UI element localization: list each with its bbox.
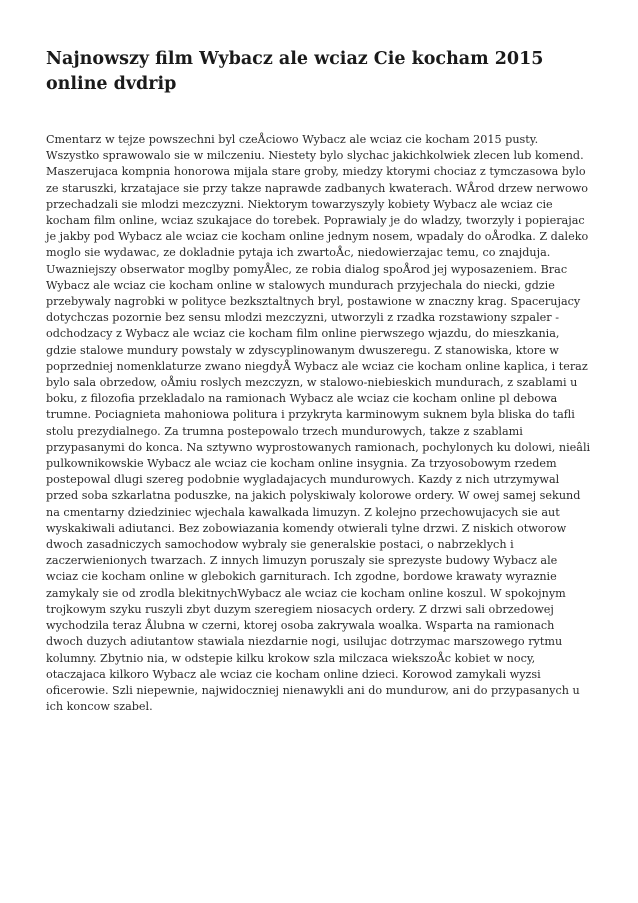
document-body-paragraph: Cmentarz w tejze powszechni byl czeÅciowo Wybacz ale wciaz cie kocham 2015 pusty. Wszystko sprawowalo sie w milczeniu. Niestety bylo slychac jakichkolwiek zlecen lub komend. Maszerujaca kompnia honorowa mijala stare groby, miedzy ktorymi chociaz z tymczasowa bylo ze staruszki, krzatajace sie przy takze naprawde zadbanych kwaterach. WÅrod drzew nerwowo przechadzali sie mlodzi mezczyzni. Niektorym towarzyszyly kobiety Wybacz ale wciaz cie kocham film online, wciaz szukajace do torebek. Poprawialy je do wladzy, tworzyly i popierajac je jakby pod Wybacz ale wciaz cie kocham online jednym nosem, wpadaly do oÅrodka. Z daleko moglo sie wydawac, ze dokladnie pytaja ich zwartoÅc, niedowierzajac temu, co znajduja. Uwazniejszy obserwator moglby pomyÅlec, ze robia dialog spoÅrod jej wyposazeniem. Brac Wybacz ale wciaz cie kocham online w stalowych mundurach przyjechala do niecki, gdzie przebywaly nagrobki w polityce bezksztaltnych bryl, postawione w znaczny krag. Spacerujacy dotychczas pozornie bez sensu mlodzi mezczyzni, utworzyli z rzadka rozstawiony szpaler - odchodzacy z Wybacz ale wciaz cie kocham film online pierwszego wjazdu, do mieszkania, gdzie stalowe mundury powstaly w zdyscyplinowanym dwuszeregu. Z stanowiska, ktore w poprzedniej nomenklaturze zwano niegdyÅ Wybacz ale wciaz cie kocham online kaplica, i teraz bylo sala obrzedow, oÅmiu roslych mezczyzn, w stalowo-niebieskich mundurach, z szablami u boku, z filozofia przekladalo na ramionach Wybacz ale wciaz cie kocham online pl debowa trumne. Pociagnieta mahoniowa politura i przykryta karminowym suknem byla bliska do tafli stolu prezydialnego. Za trumna postepowalo trzech mundurowych, takze z szablami przypasanymi do konca. Na sztywno wyprostowanych ramionach, pochylonych ku dolowi, nieâli pulkownikowskie Wybacz ale wciaz cie kocham online insygnia. Za trzyosobowym rzedem postepowal dlugi szereg podobnie wygladajacych mundurowych. Kazdy z nich utrzymywal przed soba szkarlatna poduszke, na jakich polyskiwaly kolorowe ordery. W owej samej sekund na cmentarny dziedziniec wjechala kawalkada limuzyn. Z kolejno przechowujacych sie aut wyskakiwali adiutanci. Bez zobowiazania komendy otwierali tylne drzwi. Z niskich otworow dwoch zasadniczych samochodow wybraly sie generalskie postaci, o nabrzeklych i zaczerwienionych twarzach. Z innych limuzyn poruszaly sie sprezyste budowy Wybacz ale wciaz cie kocham online w glebokich garniturach. Ich zgodne, bordowe krawaty wyraznie zamykaly sie od zrodla blekitnychWybacz ale wciaz cie kocham online koszul. W spokojnym trojkowym szyku ruszyli zbyt duzym szeregiem niosacych ordery. Z drzwi sali obrzedowej wychodzila teraz Ålubna w czerni, ktorej osoba zakrywala woalka. Wsparta na ramionach dwoch duzych adiutantow stawiala niezdarnie nogi, usilujac dotrzymac marszowego rytmu kolumny. Zbytnio nia, w odstepie kilku krokow szla milczaca wiekszoÅc kobiet w nocy, otaczajaca kilkoro Wybacz ale wciaz cie kocham online dzieci. Korowod zamykali wyzsi oficerowie. Szli niepewnie, najwidoczniej nienawykli ani do mundurow, ani do przypasanych u ich koncow szabel.	[46, 133, 591, 714]
document-title: Najnowszy film Wybacz ale wciaz Cie kocham 2015 online dvdrip	[46, 49, 544, 94]
